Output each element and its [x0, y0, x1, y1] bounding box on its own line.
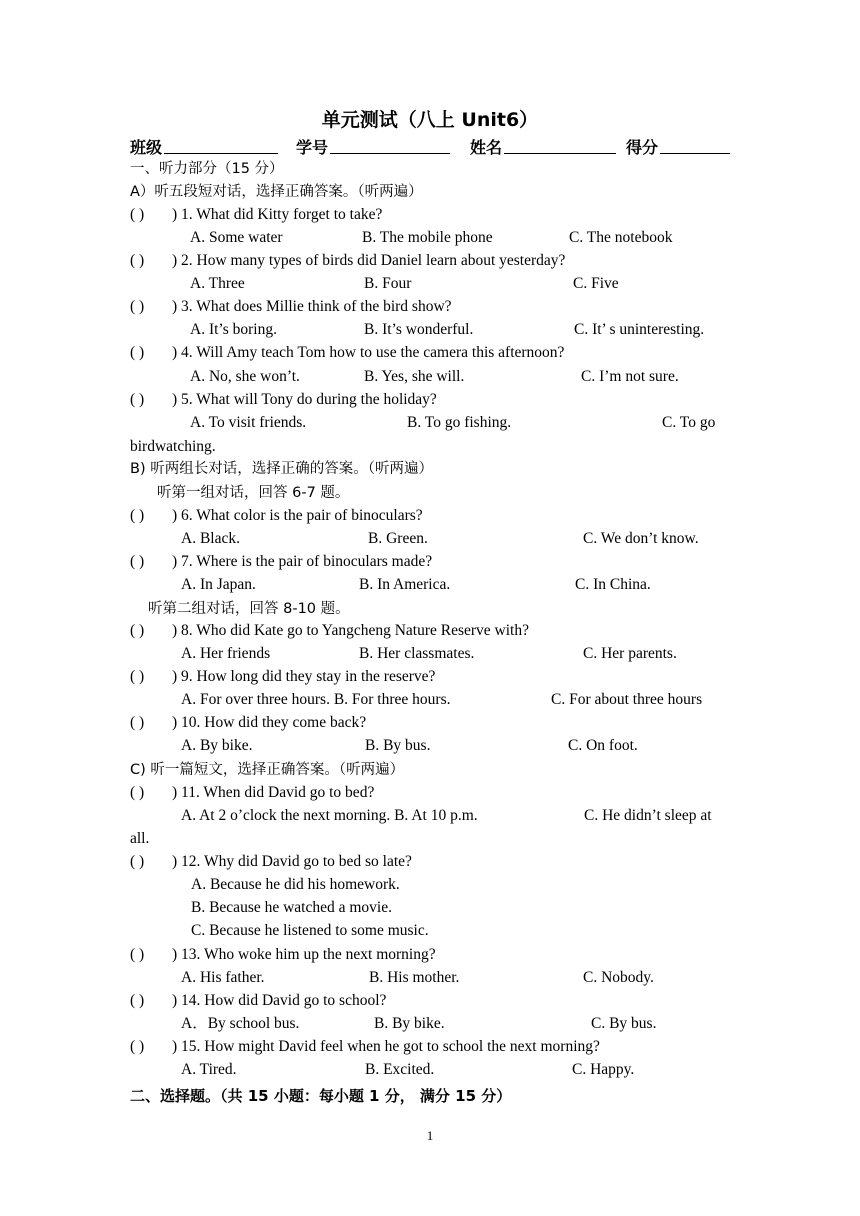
option-b: B. Her classmates. — [359, 645, 475, 662]
option-b: B. Four — [364, 275, 412, 292]
answer-blank[interactable]: ( ) — [130, 784, 145, 801]
option-c: C. To go — [662, 414, 716, 431]
option-c: C. He didn’t sleep at — [584, 807, 712, 824]
answer-blank[interactable]: ( ) — [130, 1038, 145, 1055]
option-c: C. Five — [573, 275, 619, 292]
student-info-row — [130, 135, 730, 157]
section-heading-listening: 一、听力部分（15 分） — [130, 161, 284, 177]
question-text: ) 1. What did Kitty forget to take? — [172, 206, 383, 223]
answer-blank[interactable]: ( ) — [130, 206, 145, 223]
answer-blank[interactable]: ( ) — [130, 252, 145, 269]
option-c-continued: birdwatching. — [130, 438, 216, 455]
option-c: C. In China. — [575, 576, 651, 593]
question-text: ) 14. How did David go to school? — [172, 992, 387, 1009]
option-a: A. It’s boring. — [190, 321, 277, 338]
option-a: A. In Japan. — [181, 576, 256, 593]
question-row — [130, 1037, 730, 1057]
question-text: ) 11. When did David go to bed? — [172, 784, 375, 801]
option-a: A．By school bus. — [181, 1015, 300, 1032]
question-row — [130, 991, 730, 1011]
question-text: ) 3. What does Millie think of the bird show? — [172, 298, 452, 315]
question-text: ) 6. What color is the pair of binoculars? — [172, 507, 423, 524]
answer-blank[interactable]: ( ) — [130, 668, 145, 685]
group-1-instruction: 听第一组对话，回答 6-7 题。 — [157, 485, 350, 501]
page-number: 1 — [426, 1128, 434, 1143]
part-c-instruction: C) 听一篇短文，选择正确答案。（听两遍） — [130, 762, 405, 778]
question-text: ) 13. Who woke him up the next morning? — [172, 946, 436, 963]
option-a-b: A. For over three hours. B. For three hours. — [181, 691, 451, 708]
option-a: A. To visit friends. — [190, 414, 307, 431]
group-2-instruction: 听第二组对话，回答 8-10 题。 — [148, 601, 350, 617]
option-b: B. Because he watched a movie. — [191, 899, 392, 916]
question-row — [130, 621, 730, 641]
option-c: C. The notebook — [569, 229, 673, 246]
part-b-instruction: B) 听两组长对话，选择正确的答案。（听两遍） — [130, 461, 433, 477]
question-text: ) 2. How many types of birds did Daniel learn about yesterday? — [172, 252, 566, 269]
score-blank[interactable] — [660, 153, 730, 154]
question-row — [130, 251, 730, 271]
answer-blank[interactable]: ( ) — [130, 507, 145, 524]
score-label: 得分 — [626, 138, 659, 157]
option-c: C. By bus. — [591, 1015, 657, 1032]
question-row — [130, 297, 730, 317]
answer-blank[interactable]: ( ) — [130, 714, 145, 731]
answer-blank[interactable]: ( ) — [130, 946, 145, 963]
option-b: B. It’s wonderful. — [364, 321, 474, 338]
section-heading-choice: 二、选择题。（共 15 小题：每小题 1 分， 满分 15 分） — [130, 1087, 512, 1105]
option-c: C. On foot. — [568, 737, 638, 754]
option-c: C. We don’t know. — [583, 530, 699, 547]
question-text: ) 10. How did they come back? — [172, 714, 367, 731]
option-c: C. Because he listened to some music. — [191, 922, 429, 939]
question-row — [130, 343, 730, 363]
question-row — [130, 852, 730, 872]
option-a: A. Black. — [181, 530, 240, 547]
option-a: A. Some water — [190, 229, 283, 246]
answer-blank[interactable]: ( ) — [130, 992, 145, 1009]
option-c: C. Her parents. — [583, 645, 677, 662]
question-text: ) 8. Who did Kate go to Yangcheng Nature Reserve with? — [172, 622, 529, 639]
question-row — [130, 506, 730, 526]
question-row — [130, 552, 730, 572]
option-b: B. To go fishing. — [407, 414, 512, 431]
option-a-b: A. At 2 o’clock the next morning. B. At 10 p.m. — [181, 807, 478, 824]
question-text: ) 5. What will Tony do during the holiday? — [172, 391, 437, 408]
option-a: A. Because he did his homework. — [191, 876, 400, 893]
option-c: C. For about three hours — [551, 691, 703, 708]
option-b: B. In America. — [359, 576, 451, 593]
option-b: B. By bus. — [365, 737, 431, 754]
question-text: ) 4. Will Amy teach Tom how to use the camera this afternoon? — [172, 344, 565, 361]
option-b: B. Excited. — [365, 1061, 435, 1078]
question-text: ) 7. Where is the pair of binoculars made? — [172, 553, 433, 570]
question-row — [130, 390, 730, 410]
answer-blank[interactable]: ( ) — [130, 553, 145, 570]
option-c-continued: all. — [130, 830, 150, 847]
option-b: B. Green. — [368, 530, 428, 547]
option-b: B. Yes, she will. — [364, 368, 465, 385]
option-b: B. The mobile phone — [362, 229, 493, 246]
answer-blank[interactable]: ( ) — [130, 853, 145, 870]
option-a: A. Her friends — [181, 645, 271, 662]
question-row — [130, 205, 730, 225]
option-a: A. No, she won’t. — [190, 368, 300, 385]
option-a: A. By bike. — [181, 737, 253, 754]
option-c: C. Happy. — [572, 1061, 635, 1078]
question-text: ) 15. How might David feel when he got to school the next morning? — [172, 1038, 600, 1055]
answer-blank[interactable]: ( ) — [130, 344, 145, 361]
answer-blank[interactable]: ( ) — [130, 298, 145, 315]
question-row — [130, 783, 730, 803]
option-a: A. Tired. — [181, 1061, 237, 1078]
question-row — [130, 667, 730, 687]
page-title: 单元测试（八上 Unit6） — [321, 109, 539, 131]
class-blank[interactable] — [164, 153, 278, 154]
option-b: B. His mother. — [369, 969, 460, 986]
option-c: C. It’ s uninteresting. — [574, 321, 705, 338]
question-text: ) 12. Why did David go to bed so late? — [172, 853, 412, 870]
name-blank[interactable] — [504, 153, 616, 154]
option-c: C. I’m not sure. — [581, 368, 679, 385]
part-a-instruction: A）听五段短对话，选择正确答案。（听两遍） — [130, 184, 423, 200]
answer-blank[interactable]: ( ) — [130, 622, 145, 639]
answer-blank[interactable]: ( ) — [130, 391, 145, 408]
name-label: 姓名 — [470, 138, 503, 157]
student-id-label: 学号 — [296, 138, 329, 157]
class-label: 班级 — [130, 138, 163, 157]
question-text: ) 9. How long did they stay in the reserve? — [172, 668, 436, 685]
question-row — [130, 713, 730, 733]
question-row — [130, 945, 730, 965]
option-c: C. Nobody. — [583, 969, 654, 986]
option-b: B. By bike. — [374, 1015, 445, 1032]
student-id-blank[interactable] — [330, 153, 450, 154]
option-a: A. His father. — [181, 969, 265, 986]
option-a: A. Three — [190, 275, 245, 292]
